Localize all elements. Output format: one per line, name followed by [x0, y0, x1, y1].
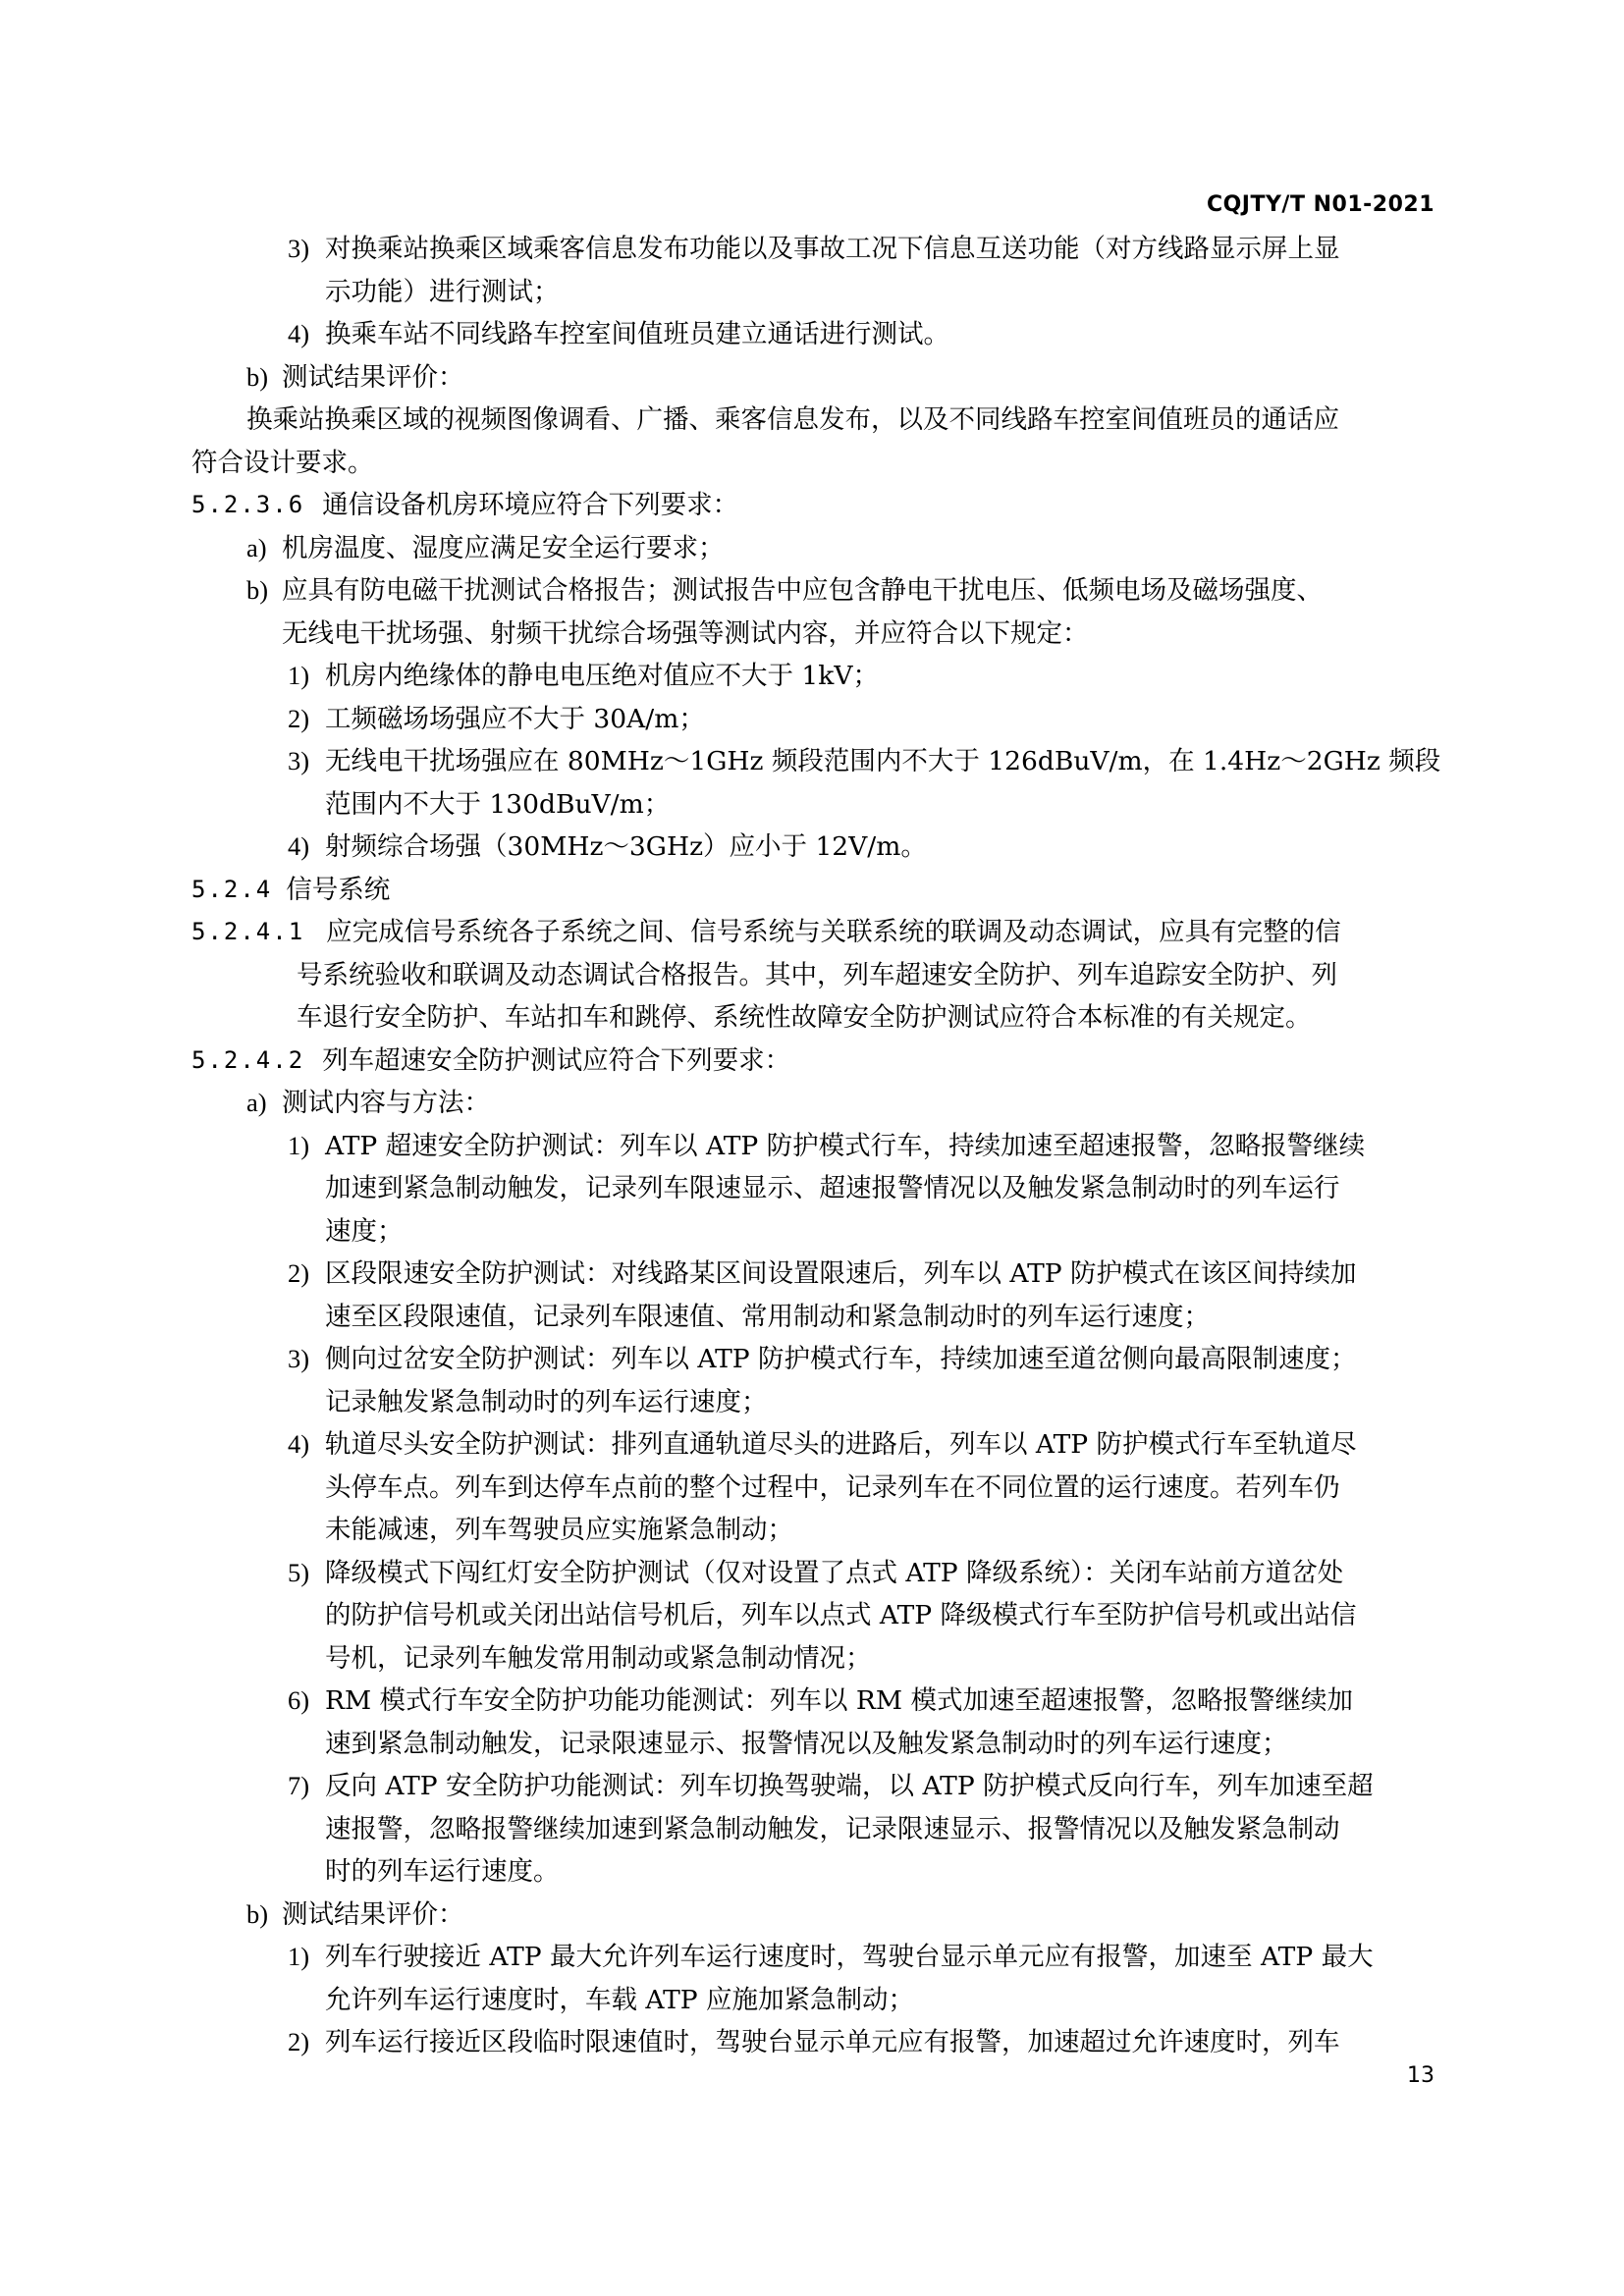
- paragraph-text: 测试结果评价：: [282, 361, 464, 393]
- list-item: [246, 569, 1440, 613]
- continuation-line: [297, 996, 1440, 1040]
- list-marker: 4): [288, 319, 310, 348]
- paragraph-text: 换乘车站不同线路车控室间值班员建立通话进行测试。: [325, 319, 949, 349]
- list-item: [288, 698, 1440, 741]
- paragraph-text: 区段限速安全防护测试：对线路某区间设置限速后，列车以 ATP 防护模式在该区间持续加: [325, 1258, 1357, 1289]
- list-item: [288, 1552, 1440, 1595]
- list-item: [288, 1253, 1440, 1296]
- list-item: [288, 1936, 1440, 1979]
- list-item: [288, 1423, 1440, 1467]
- list-item: [288, 313, 1440, 356]
- continuation-line: [325, 1467, 1440, 1510]
- list-item: [288, 1680, 1440, 1723]
- list-item: [288, 228, 1440, 271]
- paragraph-line: [191, 442, 1440, 485]
- list-item: [246, 527, 1440, 570]
- continuation-line: [297, 954, 1440, 997]
- list-marker: 1): [288, 661, 310, 690]
- list-marker: a): [246, 1088, 267, 1117]
- continuation-line: [325, 1850, 1440, 1894]
- list-item: [288, 2021, 1440, 2064]
- continuation-line: [325, 271, 1440, 314]
- document-code-header: CQJTY/T N01-2021: [1206, 192, 1435, 217]
- paragraph-text: 机房温度、湿度应满足安全运行要求；: [282, 532, 725, 563]
- paragraph-text: 符合设计要求。: [191, 447, 374, 478]
- paragraph-text: 号机，记录列车触发常用制动或紧急制动情况；: [325, 1642, 872, 1674]
- continuation-line: [325, 1637, 1440, 1681]
- list-item: [246, 1894, 1440, 1937]
- section-number: 5.2.4.2: [191, 1045, 305, 1074]
- paragraph-text: 射频综合场强（30MHz～3GHz）应小于 12V/m。: [325, 831, 927, 862]
- list-marker: 3): [288, 234, 310, 263]
- section-heading: [191, 1040, 1440, 1083]
- document-body: [191, 228, 1440, 2064]
- list-marker: 3): [288, 1344, 310, 1373]
- paragraph-text: 速至区段限速值，记录列车限速值、常用制动和紧急制动时的列车运行速度；: [325, 1301, 1210, 1332]
- paragraph-text: 工频磁场场强应不大于 30A/m；: [325, 703, 705, 734]
- continuation-line: [325, 1808, 1440, 1851]
- paragraph-line: [246, 399, 1440, 442]
- list-marker: 4): [288, 831, 310, 861]
- list-marker: 6): [288, 1685, 310, 1715]
- continuation-line: [325, 1167, 1440, 1210]
- list-item: [288, 1765, 1440, 1808]
- paragraph-text: 示功能）进行测试；: [325, 276, 560, 307]
- continuation-line: [325, 1509, 1440, 1552]
- paragraph-text: 测试内容与方法：: [282, 1088, 490, 1118]
- list-marker: b): [246, 361, 269, 392]
- paragraph-text: 范围内不大于 130dBuV/m；: [325, 788, 671, 820]
- page-number: 13: [1407, 2063, 1435, 2088]
- continuation-line: [325, 1381, 1440, 1424]
- list-marker: 5): [288, 1557, 310, 1587]
- continuation-line: [325, 783, 1440, 827]
- section-number: 5.2.3.6: [191, 491, 305, 518]
- section-text: 信号系统: [286, 874, 391, 905]
- continuation-line: [282, 613, 1440, 656]
- paragraph-text: 记录触发紧急制动时的列车运行速度；: [325, 1386, 768, 1417]
- paragraph-text: 速到紧急制动触发，记录限速显示、报警情况以及触发紧急制动时的列车运行速度；: [325, 1728, 1288, 1759]
- section-number: 5.2.4.1: [191, 918, 305, 945]
- paragraph-text: 未能减速，列车驾驶员应实施紧急制动；: [325, 1515, 793, 1545]
- list-marker: b): [246, 575, 269, 605]
- paragraph-text: 时的列车运行速度。: [325, 1856, 560, 1887]
- paragraph-text: 侧向过岔安全防护测试：列车以 ATP 防护模式行车，持续加速至道岔侧向最高限制速度；: [325, 1344, 1357, 1374]
- section-heading: [191, 869, 1440, 912]
- list-item: [246, 1082, 1440, 1125]
- list-marker: a): [246, 532, 267, 562]
- list-marker: b): [246, 1898, 269, 1929]
- paragraph-text: 测试结果评价：: [282, 1898, 464, 1930]
- list-marker: 2): [288, 703, 310, 733]
- list-marker: 2): [288, 2027, 310, 2056]
- paragraph-text: 号系统验收和联调及动态调试合格报告。其中，列车超速安全防护、列车追踪安全防护、列: [297, 959, 1337, 990]
- paragraph-text: 速度；: [325, 1215, 404, 1247]
- paragraph-text: RM 模式行车安全防护功能功能测试：列车以 RM 模式加速至超速报警，忽略报警继续加: [325, 1685, 1353, 1716]
- list-marker: 2): [288, 1258, 310, 1288]
- continuation-line: [325, 1594, 1440, 1637]
- continuation-line: [325, 1723, 1440, 1766]
- paragraph-text: 对换乘站换乘区域乘客信息发布功能以及事故工况下信息互送功能（对方线路显示屏上显: [325, 234, 1340, 264]
- list-item: [288, 655, 1440, 698]
- list-item: [288, 740, 1440, 783]
- list-item: [246, 356, 1440, 400]
- list-item: [288, 1338, 1440, 1381]
- list-marker: 1): [288, 1130, 310, 1160]
- paragraph-text: 加速到紧急制动触发，记录列车限速显示、超速报警情况以及触发紧急制动时的列车运行: [325, 1173, 1340, 1203]
- section-text: 列车超速安全防护测试应符合下列要求：: [322, 1044, 791, 1076]
- section-text: 通信设备机房环境应符合下列要求：: [322, 490, 739, 520]
- paragraph-text: 允许列车运行速度时，车载 ATP 应施加紧急制动；: [325, 1984, 915, 2015]
- paragraph-text: 头停车点。列车到达停车点前的整个过程中，记录列车在不同位置的运行速度。若列车仍: [325, 1471, 1340, 1503]
- paragraph-text: 降级模式下闯红灯安全防护测试（仅对设置了点式 ATP 降级系统）：关闭车站前方道岔处: [325, 1557, 1344, 1588]
- list-marker: 1): [288, 1942, 310, 1971]
- list-marker: 3): [288, 746, 310, 775]
- section-text: 应完成信号系统各子系统之间、信号系统与关联系统的联调及动态调试，应具有完整的信: [326, 917, 1341, 947]
- paragraph-text: 速报警，忽略报警继续加速到紧急制动触发，记录限速显示、报警情况以及触发紧急制动: [325, 1813, 1340, 1844]
- list-item: [288, 826, 1440, 869]
- list-marker: 7): [288, 1771, 310, 1800]
- paragraph-text: ATP 超速安全防护测试：列车以 ATP 防护模式行车，持续加速至超速报警，忽略报警继续: [325, 1130, 1366, 1161]
- section-heading: [191, 484, 1440, 527]
- paragraph-text: 列车行驶接近 ATP 最大允许列车运行速度时，驾驶台显示单元应有报警，加速至 ATP 最大: [325, 1942, 1374, 1972]
- paragraph-text: 反向 ATP 安全防护功能测试：列车切换驾驶端，以 ATP 防护模式反向行车，列车加速至超: [325, 1771, 1374, 1801]
- paragraph-text: 车退行安全防护、车站扣车和跳停、系统性故障安全防护测试应符合本标准的有关规定。: [297, 1002, 1312, 1033]
- continuation-line: [325, 1296, 1440, 1339]
- list-marker: 4): [288, 1429, 310, 1459]
- section-heading: [191, 911, 1440, 954]
- paragraph-text: 列车运行接近区段临时限速值时，驾驶台显示单元应有报警，加速超过允许速度时，列车: [325, 2027, 1340, 2057]
- paragraph-text: 机房内绝缘体的静电电压绝对值应不大于 1kV；: [325, 661, 879, 691]
- paragraph-text: 无线电干扰场强应在 80MHz～1GHz 频段范围内不大于 126dBuV/m，在 1.4Hz～2GHz 频段: [325, 746, 1441, 776]
- continuation-line: [325, 1979, 1440, 2022]
- paragraph-text: 无线电干扰场强、射频干扰综合场强等测试内容，并应符合以下规定：: [282, 617, 1089, 649]
- section-number: 5.2.4: [191, 875, 273, 903]
- paragraph-text: 轨道尽头安全防护测试：排列直通轨道尽头的进路后，列车以 ATP 防护模式行车至轨道尽: [325, 1429, 1357, 1460]
- paragraph-text: 应具有防电磁干扰测试合格报告；测试报告中应包含静电干扰电压、低频电场及磁场强度、: [282, 575, 1323, 606]
- list-item: [288, 1125, 1440, 1168]
- paragraph-text: 的防护信号机或关闭出站信号机后，列车以点式 ATP 降级模式行车至防护信号机或出站信: [325, 1600, 1357, 1630]
- continuation-line: [325, 1210, 1440, 1254]
- paragraph-text: 换乘站换乘区域的视频图像调看、广播、乘客信息发布，以及不同线路车控室间值班员的通话应: [246, 404, 1339, 435]
